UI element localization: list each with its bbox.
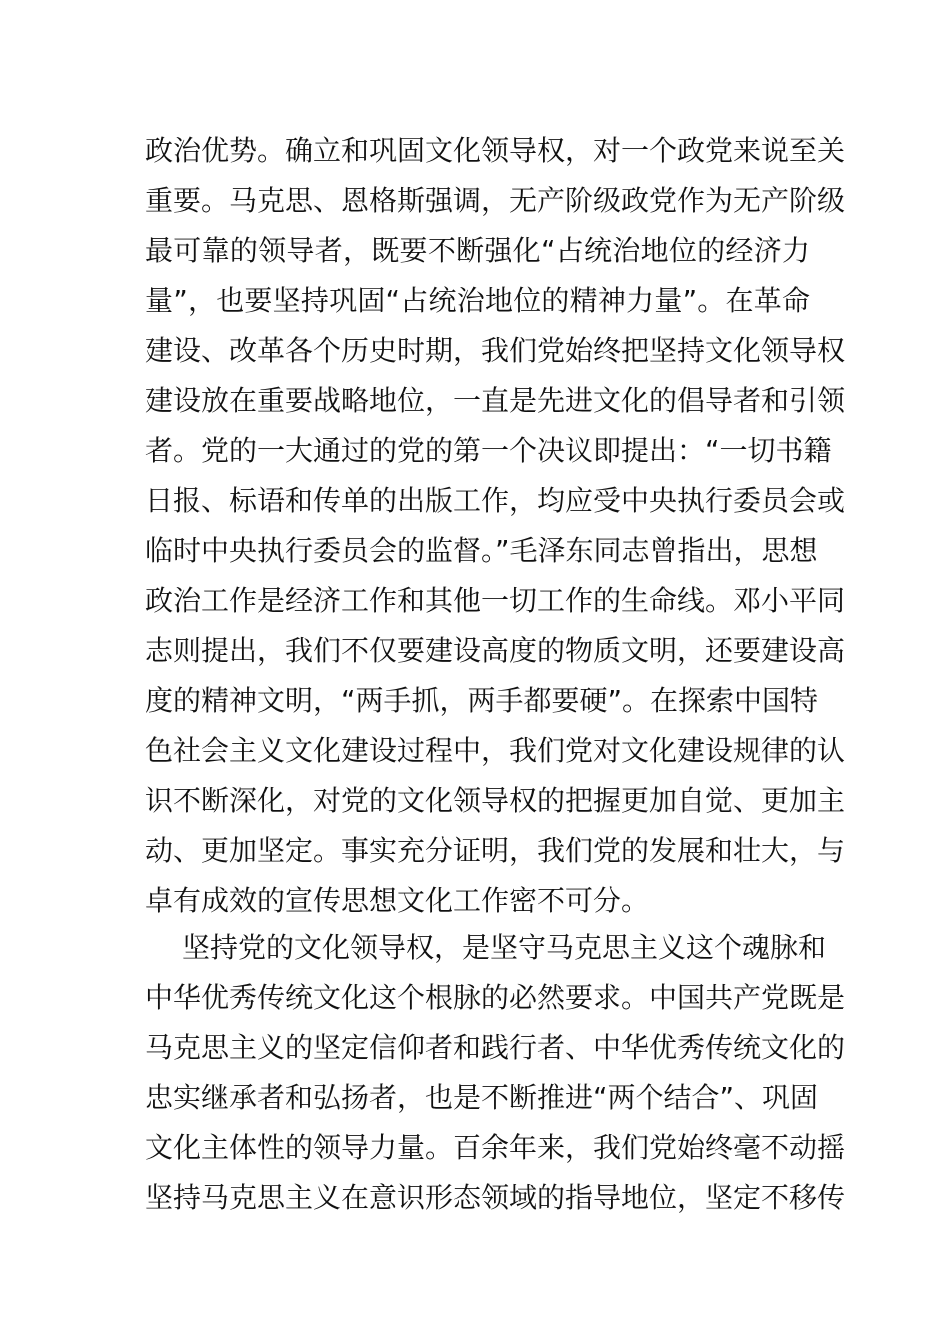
paragraph-line: 坚持马克思主义在意识形态领域的指导地位，坚定不移传: [145, 1181, 846, 1214]
paragraph-line: 临时中央执行委员会的监督。”毛泽东同志曾指出，思想: [145, 534, 818, 567]
paragraph-line: 志则提出，我们不仅要建设高度的物质文明，还要建设高: [145, 634, 846, 667]
paragraph-line: 重要。马克思、恩格斯强调，无产阶级政党作为无产阶级: [145, 184, 846, 217]
paragraph-line: 量”，也要坚持巩固“占统治地位的精神力量”。在革命: [145, 284, 810, 317]
paragraph-2: [145, 923, 846, 1223]
paragraph-line: 最可靠的领导者，既要不断强化“占统治地位的经济力: [145, 234, 810, 267]
paragraph-line: 动、更加坚定。事实充分证明，我们党的发展和壮大，与: [145, 834, 846, 867]
paragraph-line: 政治优势。确立和巩固文化领导权，对一个政党来说至关: [145, 134, 846, 167]
paragraph-1: [145, 126, 846, 926]
paragraph-line: 者。党的一大通过的党的第一个决议即提出：“一切书籍: [145, 434, 832, 467]
paragraph-line: 建设放在重要战略地位，一直是先进文化的倡导者和引领: [145, 384, 846, 417]
paragraph-line: 卓有成效的宣传思想文化工作密不可分。: [145, 884, 650, 917]
paragraph-line: 度的精神文明，“两手抓，两手都要硬”。在探索中国特: [145, 684, 819, 717]
paragraph-line: 建设、改革各个历史时期，我们党始终把坚持文化领导权: [145, 334, 846, 367]
paragraph-line: 马克思主义的坚定信仰者和践行者、中华优秀传统文化的: [145, 1031, 846, 1064]
paragraph-line: 坚持党的文化领导权，是坚守马克思主义这个魂脉和: [182, 931, 827, 964]
paragraph-line: 识不断深化，对党的文化领导权的把握更加自觉、更加主: [145, 784, 846, 817]
paragraph-line: 中华优秀传统文化这个根脉的必然要求。中国共产党既是: [145, 981, 846, 1014]
paragraph-line: 色社会主义文化建设过程中，我们党对文化建设规律的认: [145, 734, 846, 767]
paragraph-line: 日报、标语和传单的出版工作，均应受中央执行委员会或: [145, 484, 846, 517]
paragraph-line: 文化主体性的领导力量。百余年来，我们党始终毫不动摇: [145, 1131, 846, 1164]
paragraph-line: 忠实继承者和弘扬者，也是不断推进“两个结合”、巩固: [145, 1081, 819, 1114]
paragraph-line: 政治工作是经济工作和其他一切工作的生命线。邓小平同: [145, 584, 846, 617]
